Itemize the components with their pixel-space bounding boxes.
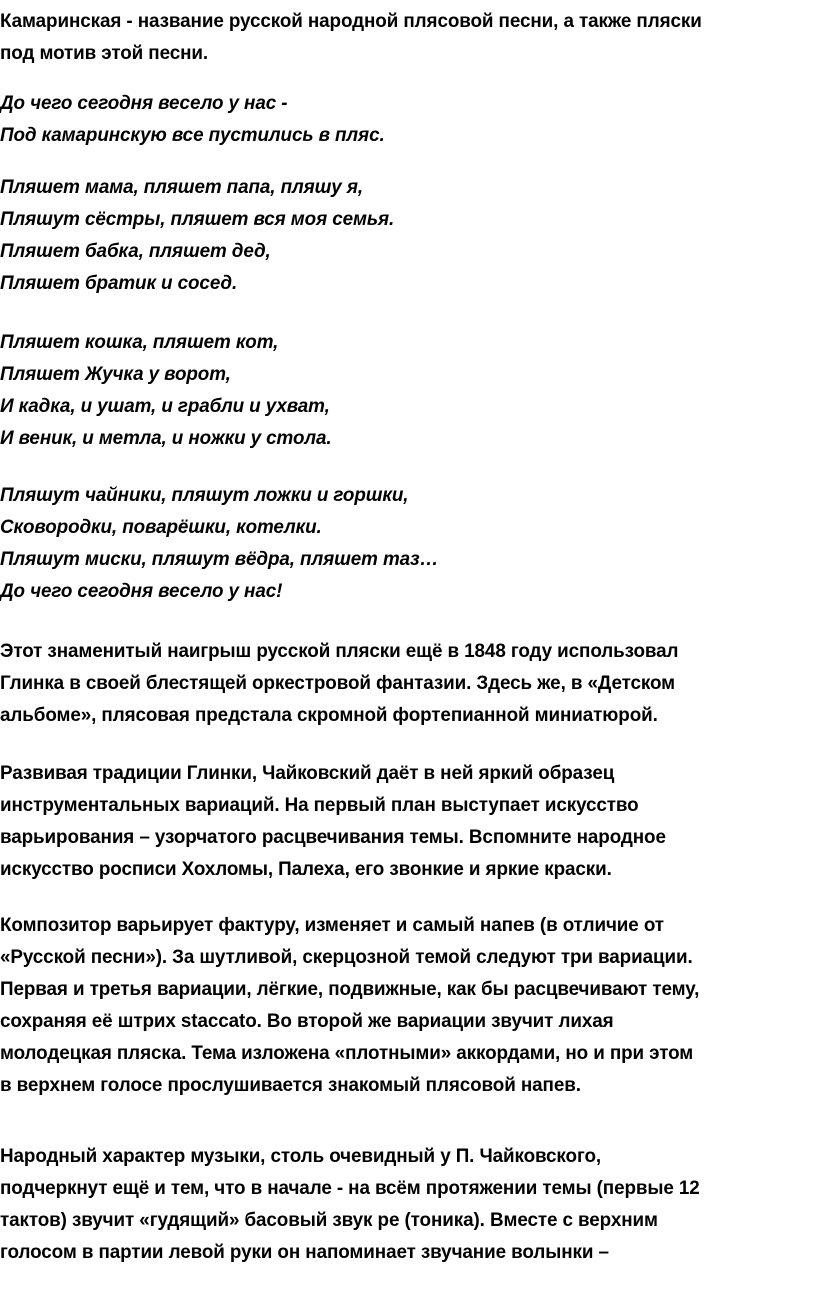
verse-line: Пляшут чайники, пляшут ложки и горшки, xyxy=(0,485,409,506)
paragraph-folk-character xyxy=(0,1141,816,1269)
text-line: подчеркнут ещё и тем, что в начале - на всём протяжении темы (первые 12 xyxy=(0,1178,700,1199)
verse-line: Пляшет бабка, пляшет дед, xyxy=(0,241,271,262)
text-line: Этот знаменитый наигрыш русской пляски ещё в 1848 году использовал xyxy=(0,641,679,662)
text-line: «Русской песни»). За шутливой, скерцозной темой следуют три вариации. xyxy=(0,947,693,968)
song-verse-4 xyxy=(0,480,816,608)
song-verse-2 xyxy=(0,172,816,300)
text-line: сохраняя её штрих staccato. Во второй же вариации звучит лихая xyxy=(0,1011,614,1032)
verse-line: Пляшут миски, пляшут вёдра, пляшет таз… xyxy=(0,549,439,570)
text-line: под мотив этой песни. xyxy=(0,43,209,64)
text-line: инструментальных вариаций. На первый план выступает искусство xyxy=(0,795,639,816)
verse-line: Пляшет братик и сосед. xyxy=(0,273,238,294)
paragraph-variations xyxy=(0,758,816,886)
verse-line: До чего сегодня весело у нас - xyxy=(0,93,288,114)
song-verse-3 xyxy=(0,327,816,455)
verse-line: Пляшет Жучка у ворот, xyxy=(0,364,231,385)
text-line: молодецкая пляска. Тема изложена «плотными» аккордами, но и при этом xyxy=(0,1043,694,1064)
verse-line: Пляшут сёстры, пляшет вся моя семья. xyxy=(0,209,395,230)
text-line: Камаринская - название русской народной плясовой песни, а также пляски xyxy=(0,11,702,32)
text-line: в верхнем голосе прослушивается знакомый плясовой напев. xyxy=(0,1075,581,1096)
text-line: тактов) звучит «гудящий» басовый звук ре (тоника). Вместе с верхним xyxy=(0,1210,658,1231)
paragraph-glinka xyxy=(0,636,816,732)
verse-line: Сковородки, поварёшки, котелки. xyxy=(0,517,322,538)
text-line: Композитор варьирует фактуру, изменяет и самый напев (в отличие от xyxy=(0,915,664,936)
text-line: Народный характер музыки, столь очевидный у П. Чайковского, xyxy=(0,1146,602,1167)
text-line: альбоме», плясовая предстала скромной фортепианной миниатюрой. xyxy=(0,705,658,726)
text-line: Первая и третья вариации, лёгкие, подвижные, как бы расцвечивают тему, xyxy=(0,979,700,1000)
text-line: искусство росписи Хохломы, Палеха, его звонкие и яркие краски. xyxy=(0,859,612,880)
verse-line: Пляшет мама, пляшет папа, пляшу я, xyxy=(0,177,363,198)
text-line: голосом в партии левой руки он напоминает звучание волынки – xyxy=(0,1242,609,1263)
intro-paragraph xyxy=(0,6,816,70)
text-line: Глинка в своей блестящей оркестровой фантазии. Здесь же, в «Детском xyxy=(0,673,675,694)
verse-line: До чего сегодня весело у нас! xyxy=(0,581,283,602)
verse-line: И веник, и метла, и ножки у стола. xyxy=(0,428,332,449)
verse-line: Пляшет кошка, пляшет кот, xyxy=(0,332,279,353)
song-verse-1 xyxy=(0,88,816,152)
paragraph-composer xyxy=(0,910,816,1102)
text-line: Развивая традиции Глинки, Чайковский даёт в ней яркий образец xyxy=(0,763,615,784)
text-line: варьирования – узорчатого расцвечивания темы. Вспомните народное xyxy=(0,827,666,848)
verse-line: И кадка, и ушат, и грабли и ухват, xyxy=(0,396,330,417)
verse-line: Под камаринскую все пустились в пляс. xyxy=(0,125,385,146)
